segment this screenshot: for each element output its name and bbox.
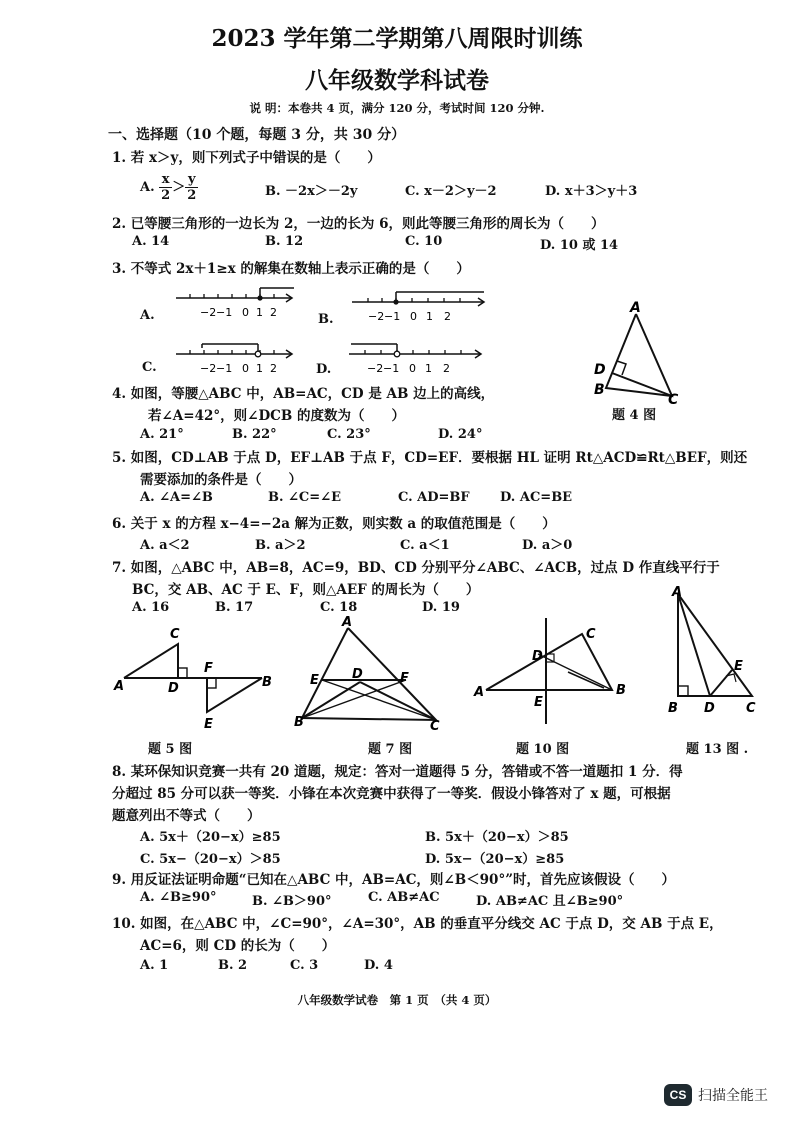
q4-option-d: D. 24°: [438, 427, 483, 442]
q5-option-c: C. AD=BF: [398, 490, 470, 505]
svg-text:F: F: [204, 661, 213, 676]
q10-figure-caption: 题 10 图: [516, 742, 570, 757]
camscanner-icon: CS: [664, 1084, 692, 1106]
section-heading: 一、选择题（10 个题，每题 3 分，共 30 分）: [108, 127, 406, 143]
q7-line2: BC，交 AB、AC 于 E、F，则△AEF 的周长为（ ）: [132, 582, 480, 598]
q1-stem: 1. 若 x＞y，则下列式子中错误的是（ ）: [112, 150, 381, 166]
q8-option-d: D. 5x−（20−x）≥85: [425, 852, 565, 867]
q9-option-a: A. ∠B≥90°: [140, 890, 217, 905]
q3-number-line-c: [170, 336, 300, 376]
svg-text:B: B: [294, 715, 304, 730]
q4-option-a: A. 21°: [140, 427, 184, 442]
q3-option-a: A.: [140, 308, 155, 323]
q8-option-c: C. 5x−（20−x）＞85: [140, 852, 281, 867]
svg-text:−1: −1: [216, 362, 233, 375]
svg-text:1: 1: [256, 306, 263, 319]
q6-stem: 6. 关于 x 的方程 x−4=−2a 解为正数，则实数 a 的取值范围是（ ）: [112, 516, 556, 532]
q7-option-d: D. 19: [422, 600, 460, 615]
svg-text:D: D: [168, 681, 179, 696]
q3-number-line-a: [170, 284, 300, 324]
q3-option-d: D.: [316, 362, 332, 377]
q2-option-a: A. 14: [132, 234, 170, 249]
q7-option-a: A. 16: [132, 600, 170, 615]
q5-figure-caption: 题 5 图: [148, 742, 193, 757]
q13-figure: [664, 582, 774, 732]
svg-text:−1: −1: [383, 362, 400, 375]
svg-text:C: C: [430, 719, 440, 734]
q9-option-d: D. AB≠AC 且∠B≥90°: [476, 894, 624, 909]
exam-note: 说 明：本卷共 4 页，满分 120 分，考试时间 120 分钟.: [249, 101, 545, 115]
svg-text:C: C: [170, 627, 180, 642]
svg-text:B: B: [668, 701, 678, 716]
q8-option-a: A. 5x＋（20−x）≥85: [140, 830, 281, 845]
svg-text:0: 0: [242, 306, 249, 319]
q2-option-b: B. 12: [265, 234, 304, 249]
svg-text:E: E: [734, 659, 743, 674]
svg-text:A: A: [342, 615, 353, 630]
q3-option-c: C.: [142, 360, 157, 375]
svg-text:2: 2: [443, 362, 450, 375]
q7-figure: [292, 612, 452, 734]
q10-option-d: D. 4: [364, 958, 393, 973]
q1-option-b: B. －2x＞－2y: [265, 184, 358, 199]
q3-option-b: B.: [318, 312, 334, 327]
svg-text:B: B: [616, 683, 626, 698]
svg-text:1: 1: [256, 362, 263, 375]
q7-figure-caption: 题 7 图: [368, 742, 413, 757]
q6-option-a: A. a＜2: [140, 538, 190, 553]
q1-option-d: D. x＋3＞y＋3: [545, 184, 638, 199]
q2-option-d: D. 10 或 14: [540, 238, 619, 253]
q7-line1: 7. 如图，△ABC 中，AB=8，AC=9，BD、CD 分别平分∠ABC、∠ACB，过点 D 作直线平行于: [112, 560, 720, 576]
svg-text:C: C: [668, 392, 679, 408]
svg-text:A: A: [114, 679, 125, 694]
svg-text:−2: −2: [367, 362, 384, 375]
q4-line1: 4. 如图，等腰△ABC 中，AB=AC，CD 是 AB 边上的高线，: [112, 386, 495, 402]
q10-line2: AC=6，则 CD 的长为（ ）: [140, 938, 336, 954]
q6-option-c: C. a＜1: [400, 538, 450, 553]
svg-text:D: D: [532, 649, 543, 664]
page-footer: 八年级数学试卷 第 1 页 （共 4 页）: [297, 993, 497, 1007]
q3-stem: 3. 不等式 2x＋1≥x 的解集在数轴上表示正确的是（ ）: [112, 261, 470, 277]
q2-stem: 2. 已等腰三角形的一边长为 2，一边的长为 6，则此等腰三角形的周长为（ ）: [112, 216, 605, 232]
svg-text:−1: −1: [216, 306, 233, 319]
q8-option-b: B. 5x＋（20−x）＞85: [425, 830, 569, 845]
svg-text:E: E: [310, 673, 319, 688]
exam-title: 2023 学年第二学期第八周限时训练: [211, 25, 583, 52]
svg-text:−1: −1: [384, 310, 401, 323]
svg-text:D: D: [704, 701, 715, 716]
svg-text:C: C: [586, 627, 596, 642]
q8-line1: 8. 某环保知识竞赛一共有 20 道题，规定：答对一道题得 5 分，答错或不答一道题扣 1 分．得: [112, 764, 683, 780]
q4-line2: 若∠A=42°，则∠DCB 的度数为（ ）: [148, 408, 406, 424]
svg-text:0: 0: [242, 362, 249, 375]
q7-option-b: B. 17: [215, 600, 254, 615]
svg-text:2: 2: [444, 310, 451, 323]
svg-text:0: 0: [409, 362, 416, 375]
q10-option-b: B. 2: [218, 958, 248, 973]
q5-line1: 5. 如图，CD⊥AB 于点 D，EF⊥AB 于点 F，CD=EF．要根据 HL 证明 Rt△ACD≌Rt△BEF，则还: [112, 450, 748, 466]
svg-text:−2: −2: [200, 362, 217, 375]
exam-subtitle: 八年级数学科试卷: [305, 67, 489, 94]
q6-option-b: B. a＞2: [255, 538, 306, 553]
svg-text:2: 2: [270, 306, 277, 319]
q1-option-a: A. $\frac{x}{2}$ ＞ $\frac{y}{2}$: [140, 172, 197, 203]
svg-text:A: A: [630, 300, 641, 316]
svg-text:B: B: [262, 675, 272, 690]
q4-option-c: C. 23°: [327, 427, 371, 442]
q9-stem: 9. 用反证法证明命题“已知在△ABC 中，AB=AC，则∠B＜90°”时，首先应该假设（ ）: [112, 872, 675, 888]
svg-text:1: 1: [425, 362, 432, 375]
svg-text:E: E: [534, 695, 543, 710]
q8-line2: 分超过 85 分可以获一等奖．小锋在本次竞赛中获得了一等奖．假设小锋答对了 x 题，可根据: [112, 786, 671, 802]
svg-text:1: 1: [426, 310, 433, 323]
q3-number-line-d: [345, 336, 485, 376]
q10-line1: 10. 如图，在△ABC 中，∠C=90°，∠A=30°，AB 的垂直平分线交 AC 于点 D，交 AB 于点 E，: [112, 916, 723, 932]
q5-line2: 需要添加的条件是（ ）: [140, 472, 302, 488]
svg-text:A: A: [474, 685, 485, 700]
q6-option-d: D. a＞0: [522, 538, 573, 553]
svg-text:B: B: [594, 382, 605, 398]
q7-option-c: C. 18: [320, 600, 358, 615]
svg-text:0: 0: [410, 310, 417, 323]
q5-option-d: D. AC=BE: [500, 490, 573, 505]
q10-option-c: C. 3: [290, 958, 319, 973]
svg-text:−2: −2: [200, 306, 217, 319]
svg-text:D: D: [594, 362, 606, 378]
q2-option-c: C. 10: [405, 234, 443, 249]
q5-figure: [112, 620, 287, 730]
q9-option-c: C. AB≠AC: [368, 890, 440, 905]
q5-option-a: A. ∠A=∠B: [140, 490, 213, 505]
q10-option-a: A. 1: [140, 958, 169, 973]
q9-option-b: B. ∠B＞90°: [252, 894, 332, 909]
q5-option-b: B. ∠C=∠E: [268, 490, 341, 505]
q13-figure-caption: 题 13 图 .: [686, 742, 749, 757]
svg-text:2: 2: [270, 362, 277, 375]
q10-figure: [468, 614, 638, 728]
q4-option-b: B. 22°: [232, 427, 277, 442]
svg-text:D: D: [352, 667, 363, 682]
q1-option-c: C. x－2＞y－2: [405, 184, 497, 199]
svg-text:F: F: [400, 671, 409, 686]
svg-text:E: E: [204, 717, 213, 730]
q4-figure-caption: 题 4 图: [612, 408, 657, 423]
q3-number-line-b: [348, 286, 488, 326]
scanner-badge-text: 扫描全能王: [698, 1088, 768, 1104]
q8-line3: 题意列出不等式（ ）: [112, 808, 261, 824]
svg-text:−2: −2: [368, 310, 385, 323]
svg-text:A: A: [672, 585, 683, 600]
svg-text:C: C: [746, 701, 756, 716]
scanner-badge: [664, 1084, 768, 1106]
